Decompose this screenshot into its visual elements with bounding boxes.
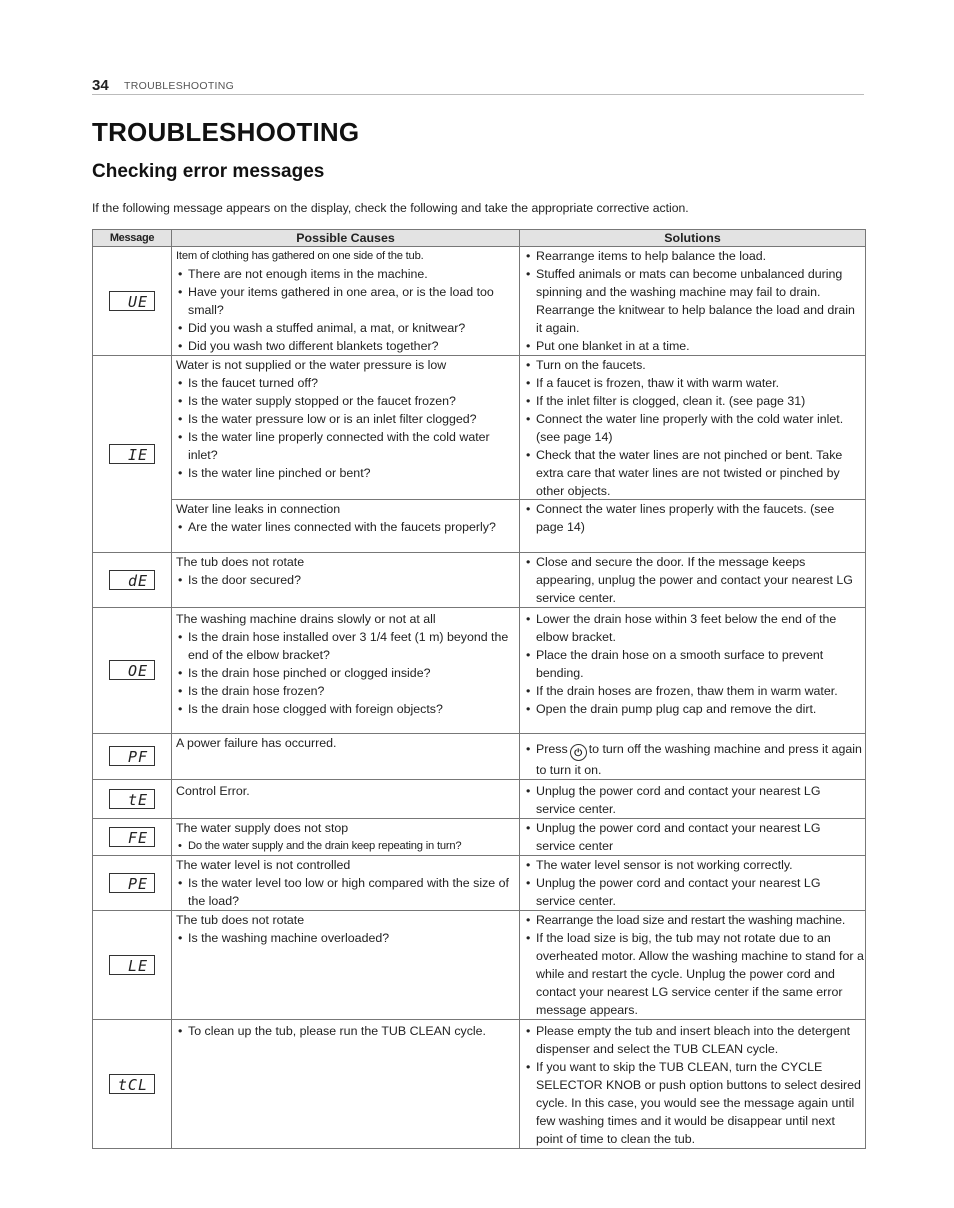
cause-title: The tub does not rotate [176,555,305,569]
list-item: • Stuffed animals or mats can become unbalanced during spinning and the washing machine may fail to drain. Rearrange the knitwear to help balance the load and drain it again. [524,265,862,337]
list-item: • Is the drain hose installed over 3 1/4 feet (1 m) beyond the end of the elbow bracket? [176,628,516,664]
list-item: • If a faucet is frozen, thaw it with warm water. [524,374,862,392]
causes-cell [172,856,520,911]
error-code-display: UE [109,291,155,311]
list-item: • Is the water supply stopped or the faucet frozen? [176,392,516,410]
solutions-list [524,356,862,500]
message-cell [93,911,172,1020]
solutions-cell [520,247,866,356]
error-code-display: PF [109,746,155,766]
list-item [524,740,862,779]
list-item: • Is the drain hose frozen? [176,682,516,700]
list-item: • Is the water line properly connected with the cold water inlet? [176,428,516,464]
solution-text: to turn off the washing machine and press it again to turn it on. [536,742,862,777]
list-item: • Is the drain hose pinched or clogged inside? [176,664,516,682]
causes-list [176,265,516,355]
section-subtitle: Checking error messages [92,161,325,182]
cause-title: The washing machine drains slowly or not at all [176,612,436,626]
solutions-list [524,856,862,910]
list-item: • Is the door secured? [176,571,516,589]
causes-cell [172,247,520,356]
cause-title: Water line leaks in connection [176,502,341,516]
list-item: • Is the drain hose clogged with foreign objects? [176,700,516,718]
solutions-list [524,610,862,718]
solutions-cell [520,856,866,911]
message-cell [93,856,172,911]
list-item: • Unplug the power cord and contact your nearest LG service center. [524,874,862,910]
solutions-list [524,819,862,855]
causes-cell [172,780,520,819]
solutions-list [524,553,862,607]
cause-title: Control Error. [176,784,250,798]
list-item: • Have your items gathered in one area, or is the load too small? [176,283,516,319]
causes-list [176,374,516,482]
solutions-cell [520,553,866,608]
table-row [93,356,866,553]
message-cell [93,553,172,608]
header-solutions: Solutions [520,230,866,247]
list-item: • If the inlet filter is clogged, clean it. (see page 31) [524,392,862,410]
table-row [93,819,866,856]
table-row [93,780,866,819]
causes-list [176,628,516,718]
causes-cell [172,356,520,553]
message-cell [93,780,172,819]
list-item: • Open the drain pump plug cap and remove the dirt. [524,700,862,718]
list-item: • Put one blanket in at a time. [524,337,862,355]
causes-cell [172,608,520,734]
error-code-display: LE [109,955,155,975]
page-title: TROUBLESHOOTING [92,117,360,147]
solution-group [520,499,865,536]
causes-cell [172,911,520,1020]
header-section-label: TROUBLESHOOTING [124,80,235,92]
causes-cell [172,819,520,856]
list-item: • To clean up the tub, please run the TUB CLEAN cycle. [176,1022,516,1040]
list-item: • Is the water pressure low or is an inlet filter clogged? [176,410,516,428]
list-item: • Rearrange items to help balance the load. [524,247,862,265]
page-number: 34 [92,77,109,94]
solutions-cell [520,780,866,819]
solutions-list [524,247,862,355]
solution-group [524,356,862,499]
error-code-display: OE [109,660,155,680]
list-item: • Do the water supply and the drain keep repeating in turn? [176,837,516,855]
solutions-list [524,500,862,536]
error-code-display: IE [109,444,155,464]
list-item: • Is the water level too low or high compared with the size of the load? [176,874,516,910]
causes-list [176,929,516,947]
message-cell [93,734,172,780]
error-code-display: FE [109,827,155,847]
solutions-list [524,1022,864,1148]
message-cell [93,356,172,553]
list-item: • Is the faucet turned off? [176,374,516,392]
causes-list [176,1022,516,1040]
list-item: • Connect the water line properly with the cold water inlet. (see page 14) [524,410,862,446]
message-cell [93,608,172,734]
causes-list [176,874,516,910]
list-item: • Place the drain hose on a smooth surface to prevent bending. [524,646,862,682]
list-item: • Are the water lines connected with the faucets properly? [176,518,516,536]
solution-text: Press [536,742,568,756]
solutions-cell [520,911,866,1020]
power-button-icon: ⏻ [570,744,587,761]
list-item: • If you want to skip the TUB CLEAN, turn the CYCLE SELECTOR KNOB or push option buttons to select desired cycle. In this case, you would see the message again until few washing times and it would be disappear until next point of time to clean the tub. [524,1058,864,1148]
table-header-row [93,230,866,247]
solutions-cell [520,356,866,553]
list-item: • Unplug the power cord and contact your nearest LG service center. [524,782,862,818]
list-item: • Did you wash a stuffed animal, a mat, or knitwear? [176,319,516,337]
cause-title: A power failure has occurred. [176,736,337,750]
list-item: • If the load size is big, the tub may not rotate due to an overheated motor. Allow the washing machine to stand for a while and restart the cycle. Unplug the power cord and contact your nearest LG service center if the same error message appears. [524,929,864,1019]
error-code-display: dE [109,570,155,590]
list-item: • Please empty the tub and insert bleach into the detergent dispenser and select the TUB CLEAN cycle. [524,1022,864,1058]
solutions-cell [520,819,866,856]
table-row [93,608,866,734]
list-item: • There are not enough items in the machine. [176,265,516,283]
intro-text: If the following message appears on the display, check the following and take the appropriate corrective action. [92,201,689,215]
causes-cell [172,1020,520,1149]
cause-group [176,356,516,499]
message-cell [93,819,172,856]
list-item: • Rearrange the load size and restart the washing machine. [524,911,864,929]
solutions-list [524,911,864,1019]
error-code-display: tE [109,789,155,809]
table-row [93,553,866,608]
causes-list [176,837,516,855]
causes-cell [172,734,520,780]
list-item: • The water level sensor is not working correctly. [524,856,862,874]
list-item: • Unplug the power cord and contact your nearest LG service center [524,819,862,855]
table-row [93,734,866,780]
table-row [93,911,866,1020]
list-item: • If the drain hoses are frozen, thaw them in warm water. [524,682,862,700]
solutions-list [524,782,862,818]
cause-title: The tub does not rotate [176,913,305,927]
error-table [92,229,866,1149]
solutions-cell [520,608,866,734]
list-item: • Lower the drain hose within 3 feet below the end of the elbow bracket. [524,610,862,646]
table-row [93,1020,866,1149]
cause-title: Item of clothing has gathered on one side of the tub. [176,250,424,262]
error-code-display: tCL [109,1074,155,1094]
error-code-display: PE [109,873,155,893]
table-row [93,247,866,356]
cause-group [172,499,519,536]
list-item: • Is the washing machine overloaded? [176,929,516,947]
message-cell [93,247,172,356]
header-message: Message [93,230,172,247]
message-cell [93,1020,172,1149]
header-causes: Possible Causes [172,230,520,247]
list-item: • Close and secure the door. If the message keeps appearing, unplug the power and contact your nearest LG service center. [524,553,862,607]
cause-title: Water is not supplied or the water pressure is low [176,358,447,372]
list-item: • Connect the water lines properly with the faucets. (see page 14) [524,500,862,536]
solutions-list [524,740,862,779]
solutions-cell [520,1020,866,1149]
page-header [92,77,864,95]
table-row [93,856,866,911]
causes-cell [172,553,520,608]
list-item: • Did you wash two different blankets together? [176,337,516,355]
list-item: • Is the water line pinched or bent? [176,464,516,482]
solutions-cell [520,734,866,780]
list-item: • Turn on the faucets. [524,356,862,374]
causes-list [176,518,516,536]
cause-title: The water supply does not stop [176,821,349,835]
list-item: • Check that the water lines are not pinched or bent. Take extra care that water lines are not twisted or pinched by other objects. [524,446,862,500]
causes-list [176,571,516,589]
cause-title: The water level is not controlled [176,858,351,872]
